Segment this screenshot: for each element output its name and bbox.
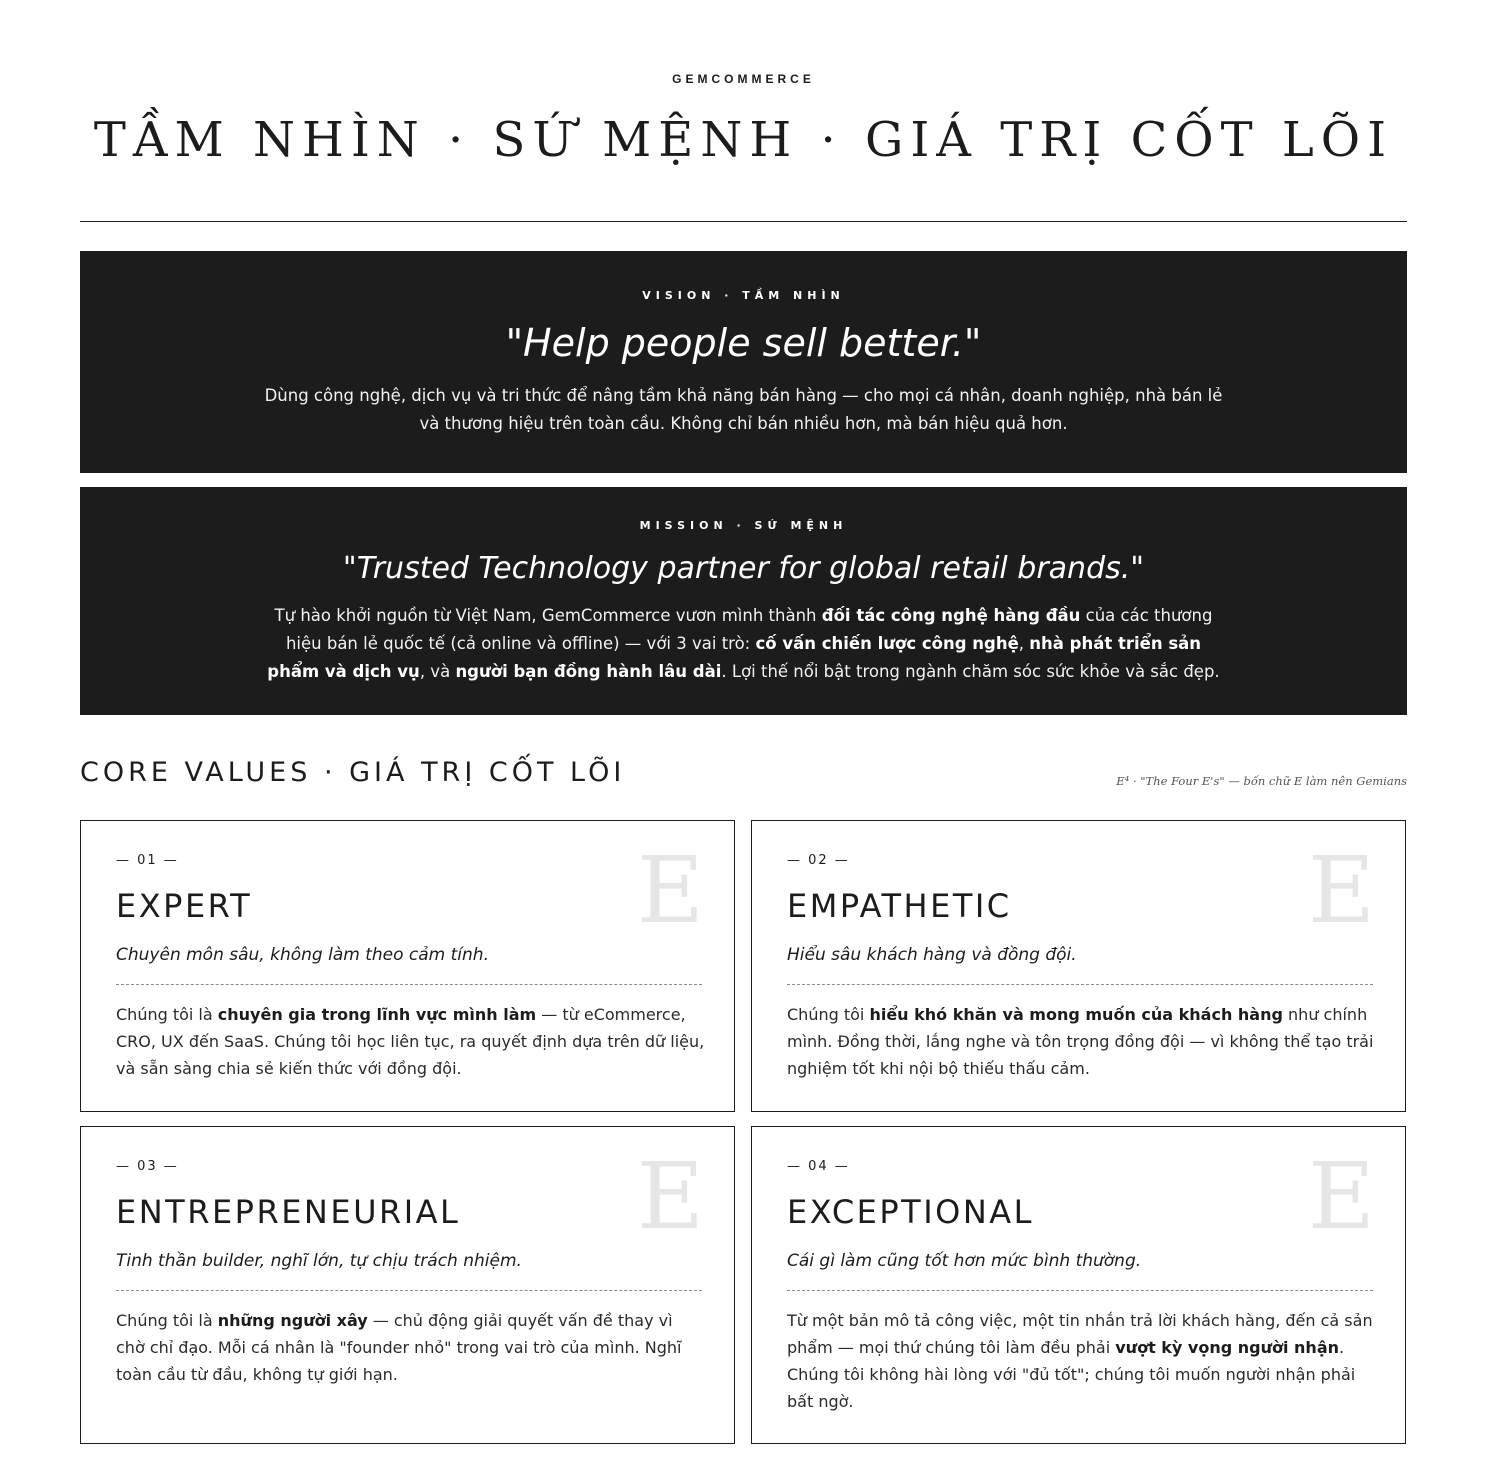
- value-card-title: EXCEPTIONAL: [787, 1193, 1034, 1231]
- value-card-number: — 03 —: [116, 1159, 179, 1174]
- value-card-divider: [116, 1290, 702, 1291]
- value-card-divider: [787, 984, 1373, 985]
- page-title: TẦM NHÌN · SỨ MỆNH · GIÁ TRỊ CỐT LÕI: [93, 112, 1394, 168]
- mission-body-text: Tự hào khởi nguồn từ Việt Nam, GemCommerce vươn mình thành: [274, 606, 822, 625]
- value-card-body: [787, 1307, 1377, 1415]
- value-card-number: — 04 —: [787, 1159, 850, 1174]
- mission-body-text: của các thương hiệu bán lẻ quốc tế (cả online và offline) — với 3 vai trò:: [285, 606, 1213, 653]
- value-card-letter: E: [636, 1143, 704, 1250]
- value-card-number: — 02 —: [787, 853, 850, 868]
- value-card-title: EMPATHETIC: [787, 887, 1012, 925]
- mission-eyebrow: MISSION · SỨ MỆNH: [639, 519, 848, 532]
- value-card-body-highlight: những người xây: [217, 1311, 368, 1330]
- value-card-tagline: Hiểu sâu khách hàng và đồng đội.: [787, 945, 1077, 965]
- value-card-tagline: Cái gì làm cũng tốt hơn mức bình thường.: [787, 1251, 1142, 1271]
- value-card-letter: E: [1307, 1143, 1375, 1250]
- value-card-body: [116, 1307, 706, 1388]
- value-card-body-text: — chủ động giải quyết vấn đề thay vì chờ chỉ đạo. Mỗi cá nhân là "founder nhỏ" trong vai trò của mình. Nghĩ toàn cầu từ đầu, không tự giới hạn.: [116, 1311, 682, 1384]
- vision-panel: [80, 251, 1407, 473]
- value-card-expert: [80, 820, 735, 1112]
- value-card-body-highlight: chuyên gia trong lĩnh vực mình làm: [217, 1005, 537, 1024]
- value-card-letter: E: [636, 837, 704, 944]
- value-card-title: ENTREPRENEURIAL: [116, 1193, 461, 1231]
- value-card-empathetic: [751, 820, 1406, 1112]
- value-card-body-text: Chúng tôi là: [116, 1311, 218, 1330]
- value-card-body-text: như chính mình. Đồng thời, lắng nghe và tôn trọng đồng đội — vì không thể tạo trải nghiệm tốt khi nội bộ thiếu thấu cảm.: [787, 1005, 1374, 1078]
- mission-body-highlight: đối tác công nghệ hàng đầu: [821, 606, 1081, 625]
- value-card-body-text: Chúng tôi là: [116, 1005, 218, 1024]
- vision-quote: "Help people sell better.": [505, 321, 982, 365]
- value-card-letter: E: [1307, 837, 1375, 944]
- vision-body: Dùng công nghệ, dịch vụ và tri thức để nâng tầm khả năng bán hàng — cho mọi cá nhân, doanh nghiệp, nhà bán lẻ và thương hiệu trên toàn cầu. Không chỉ bán nhiều hơn, mà bán hiệu quả hơn.: [264, 386, 1223, 433]
- value-card-body: [787, 1001, 1377, 1082]
- core-values-note: E⁴ · "The Four E's" — bốn chữ E làm nên Gemians: [1116, 774, 1407, 788]
- value-card-body-highlight: vượt kỳ vọng người nhận: [1115, 1338, 1340, 1357]
- mission-body-text: ,: [1018, 634, 1030, 653]
- value-card-body: [116, 1001, 706, 1082]
- mission-body-highlight: cố vấn chiến lược công nghệ: [755, 634, 1019, 653]
- value-card-entrepreneurial: [80, 1126, 735, 1444]
- value-card-body-text: Từ một bản mô tả công việc, một tin nhắn trả lời khách hàng, đến cả sản phẩm — mọi thứ chúng tôi làm đều phải: [787, 1311, 1373, 1357]
- value-card-exceptional: [751, 1126, 1406, 1444]
- mission-quote: "Trusted Technology partner for global retail brands.": [342, 551, 1145, 586]
- value-card-divider: [787, 1290, 1373, 1291]
- value-card-divider: [116, 984, 702, 985]
- value-card-body-highlight: hiểu khó khăn và mong muốn của khách hàng: [869, 1005, 1283, 1024]
- mission-body-highlight: người bạn đồng hành lâu dài: [455, 662, 722, 681]
- value-card-body-text: . Chúng tôi không hài lòng với "đủ tốt"; chúng tôi muốn người nhận phải bất ngờ.: [787, 1338, 1356, 1411]
- mission-panel: [80, 487, 1407, 715]
- vision-eyebrow: VISION · TẦM NHÌN: [642, 289, 845, 302]
- value-card-number: — 01 —: [116, 853, 179, 868]
- mission-body-text: , và: [419, 662, 456, 681]
- mission-body-text: . Lợi thế nổi bật trong ngành chăm sóc sức khỏe và sắc đẹp.: [721, 662, 1220, 681]
- brand-name: GEMCOMMERCE: [672, 72, 815, 86]
- value-card-tagline: Chuyên môn sâu, không làm theo cảm tính.: [116, 945, 489, 965]
- mission-body: [264, 602, 1224, 686]
- core-values-heading: CORE VALUES · GIÁ TRỊ CỐT LÕI: [80, 757, 626, 788]
- mission-body-highlight: nhà phát triển sản phẩm và dịch vụ: [267, 634, 1202, 681]
- value-card-body-text: Chúng tôi: [787, 1005, 870, 1024]
- value-card-body-text: — từ eCommerce, CRO, UX đến SaaS. Chúng tôi học liên tục, ra quyết định dựa trên dữ liệu, và sẵn sàng chia sẻ kiến thức với đồng đội.: [116, 1005, 705, 1078]
- title-divider: [80, 221, 1407, 222]
- value-card-tagline: Tinh thần builder, nghĩ lớn, tự chịu trách nhiệm.: [116, 1251, 522, 1271]
- value-card-title: EXPERT: [116, 887, 253, 925]
